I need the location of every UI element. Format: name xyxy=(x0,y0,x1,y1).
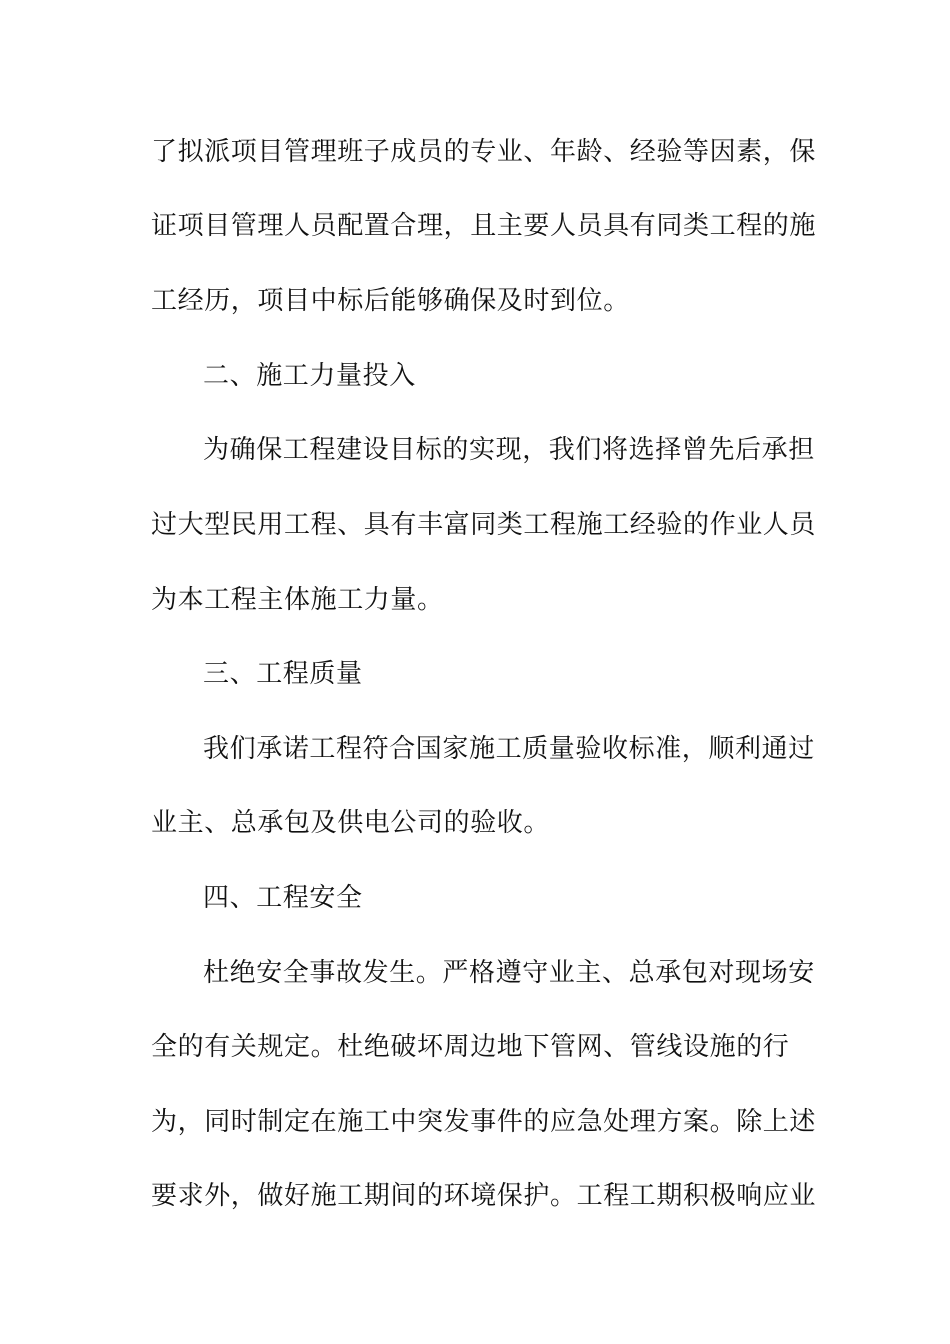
body-text-line: 为，同时制定在施工中突发事件的应急处理方案。除上述 xyxy=(151,1107,817,1137)
body-text-line: 为本工程主体施工力量。 xyxy=(151,585,444,615)
body-text-line: 要求外，做好施工期间的环境保护。工程工期积极响应业 xyxy=(151,1181,817,1211)
body-text-line: 我们承诺工程符合国家施工质量验收标准，顺利通过 xyxy=(203,734,815,764)
body-text-line: 全的有关规定。杜绝破坏周边地下管网、管线设施的行 xyxy=(151,1032,790,1062)
section-heading: 四、工程安全 xyxy=(203,883,363,913)
body-text-line: 业主、总承包及供电公司的验收。 xyxy=(151,808,551,838)
body-text-line: 了拟派项目管理班子成员的专业、年龄、经验等因素，保 xyxy=(151,137,817,167)
body-text-line: 杜绝安全事故发生。严格遵守业主、总承包对现场安 xyxy=(203,958,815,988)
body-text-line: 过大型民用工程、具有丰富同类工程施工经验的作业人员 xyxy=(151,510,817,540)
section-heading: 三、工程质量 xyxy=(203,659,363,689)
body-text-line: 为确保工程建设目标的实现，我们将选择曾先后承担 xyxy=(203,435,815,465)
body-text-line: 工经历，项目中标后能够确保及时到位。 xyxy=(151,286,630,316)
body-text-line: 证项目管理人员配置合理，且主要人员具有同类工程的施 xyxy=(151,211,817,241)
section-heading: 二、施工力量投入 xyxy=(203,361,416,391)
